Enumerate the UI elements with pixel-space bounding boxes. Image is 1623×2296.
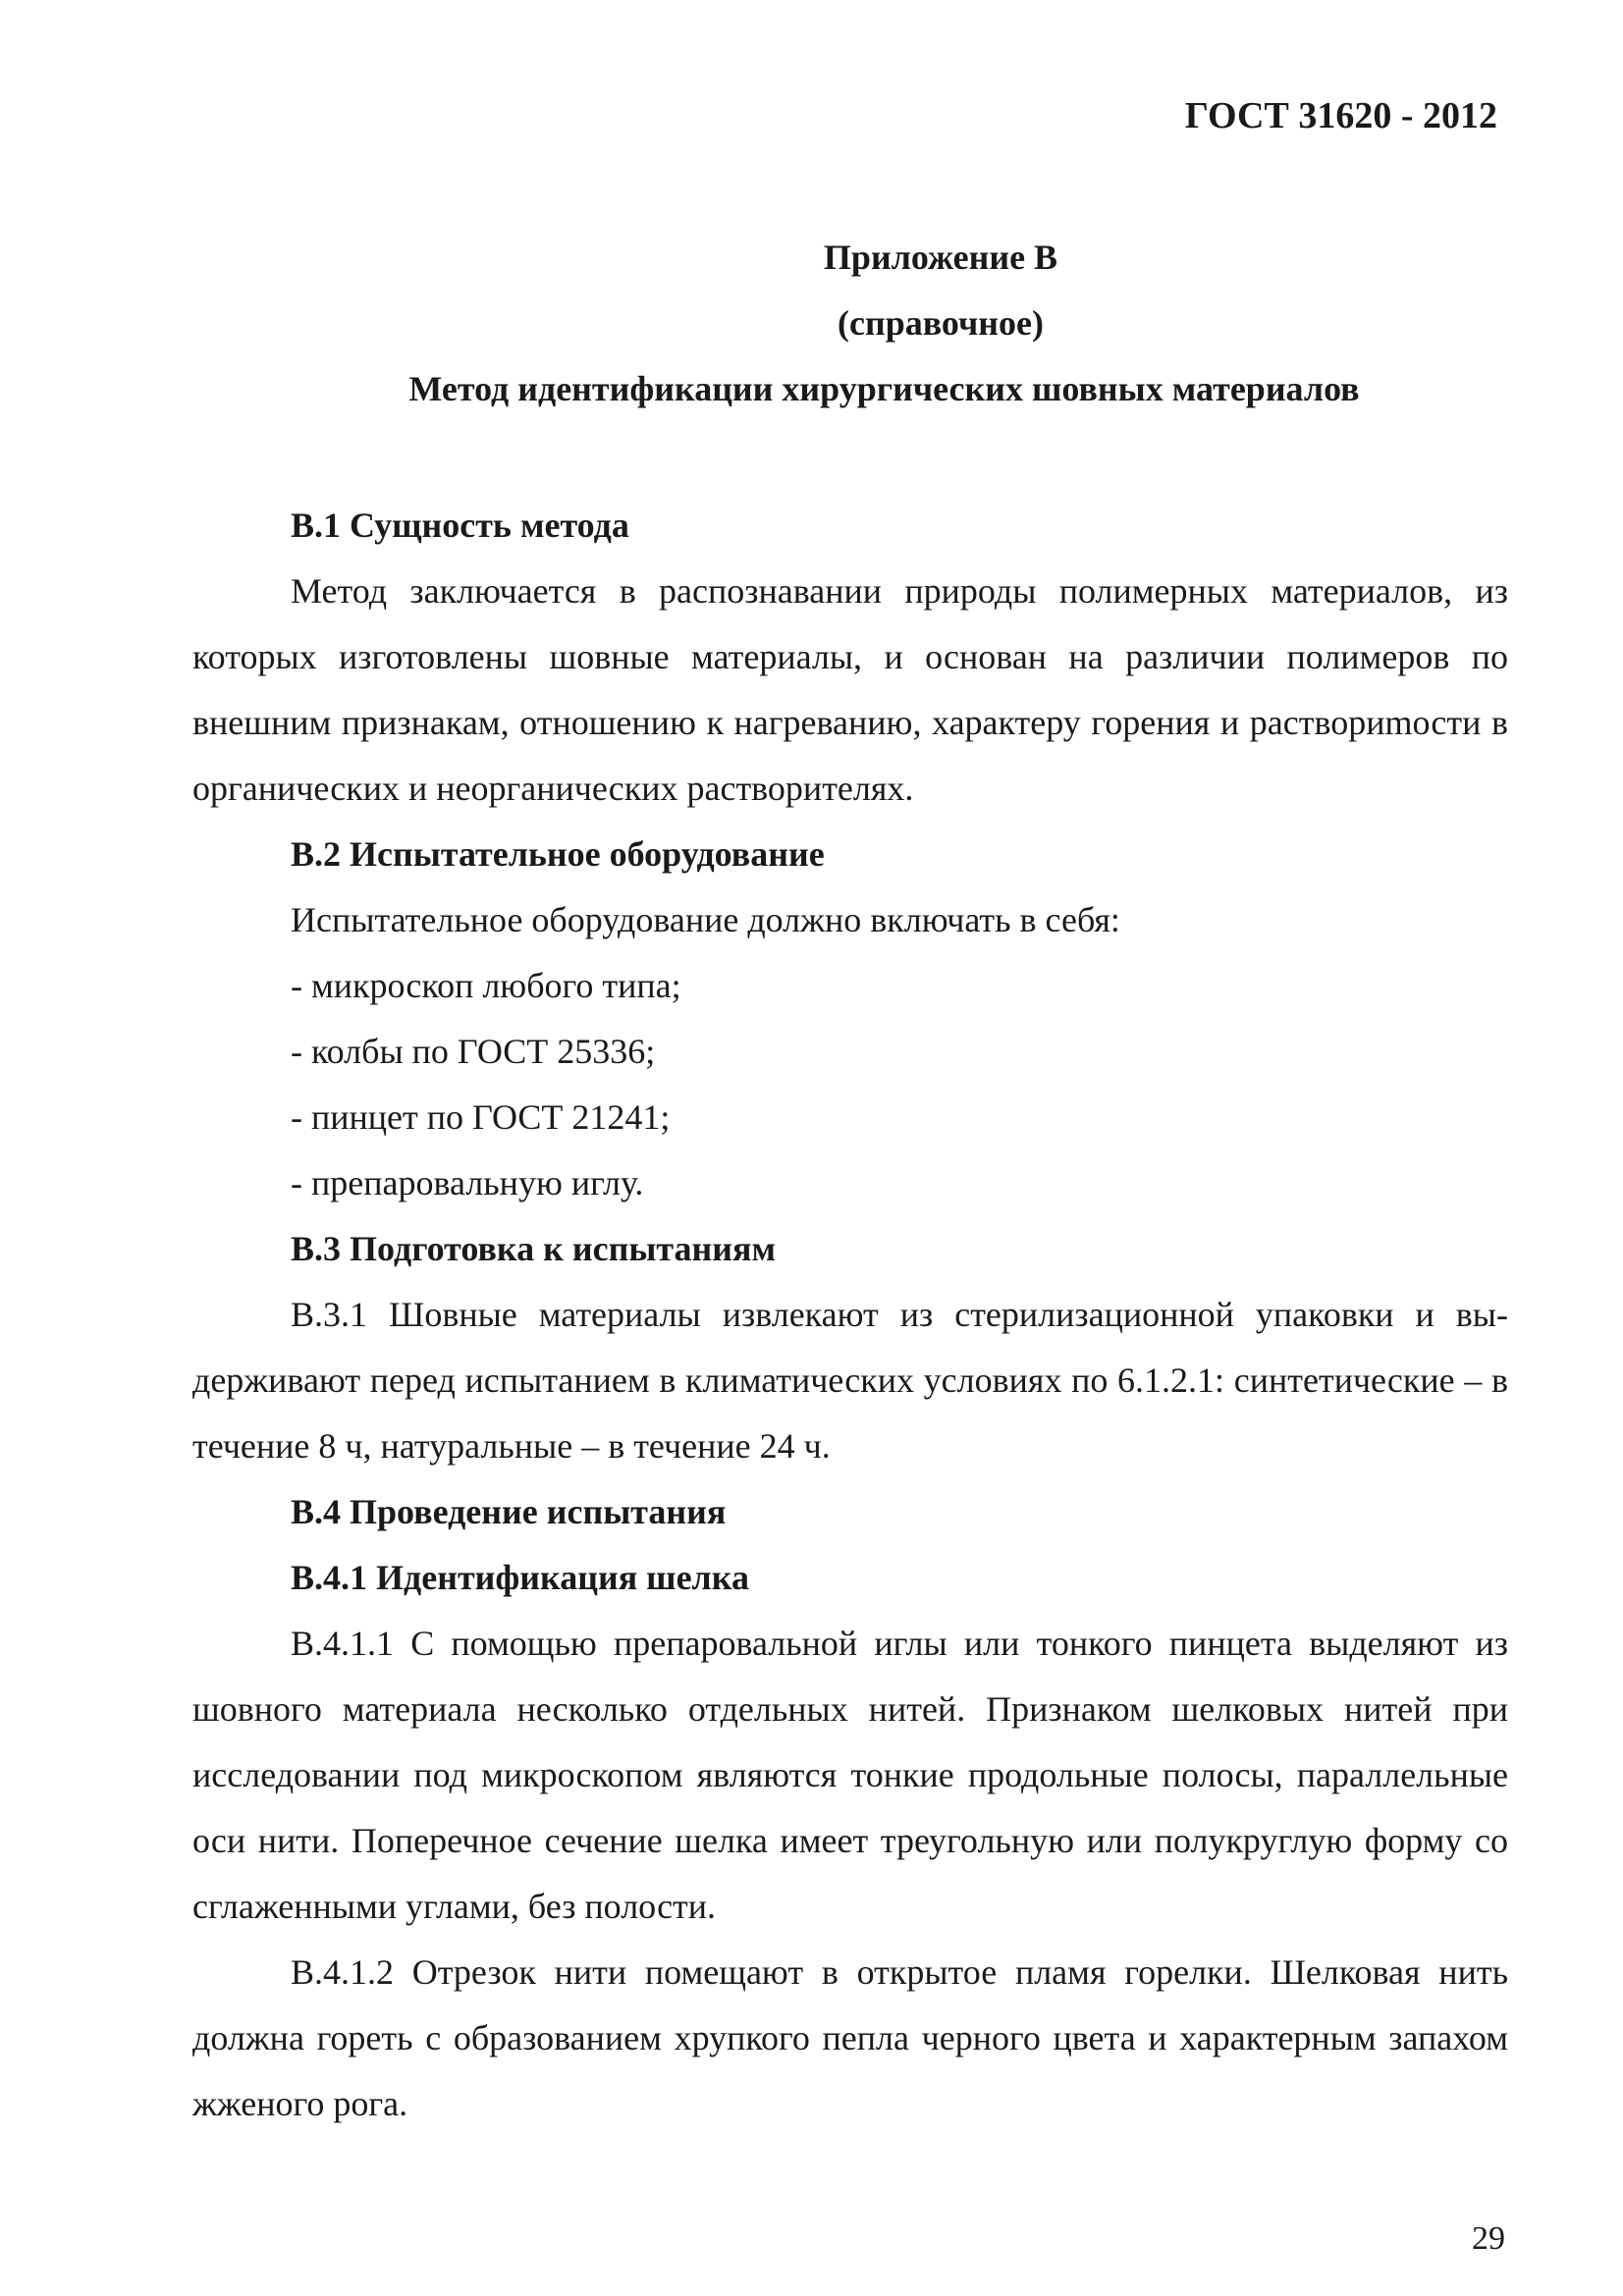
section-text-b1: Метод заключается в распознавании природы полимерных материалов, из которых изготовлены шовные материалы, и основан на различии полимеров по внешним признакам, отношению к нагреванию, характеру горения и раствориmости в органических и неорганических растворителях. <box>192 571 1508 808</box>
section-text-b411: В.4.1.1 С помощью препаровальной иглы или тонкого пинцета выделяют из шовного материала несколько отдельных нитей. Признаком шелковых нитей при исследовании под микроскопом являются тонкие продольные полосы, параллельные оси нити. Поперечное сечение шелка имеет треугольную или полукруглую форму со сглаженными углами, без полости. <box>192 1624 1508 1926</box>
section-text-b412: В.4.1.2 Отрезок нити помещают в открытое пламя горелки. Шелковая нить должна гореть с образованием хрупкого пепла черного цвета и характерным запахом жженого рога. <box>192 1952 1508 2123</box>
page-number: 29 <box>1472 2220 1505 2257</box>
section-heading-b2: В.2 Испытательное оборудование <box>291 834 825 874</box>
appendix-title-block <box>0 228 1623 425</box>
section-heading-b3: В.3 Подготовка к испытаниям <box>291 1229 777 1268</box>
section-heading-b1: В.1 Сущность метода <box>291 506 629 545</box>
section-text-b31: В.3.1 Шовные материалы извлекают из стерилизационной упаковки и выдерживают перед испытанием в климатических условиях по 6.1.2.1: синтетические – в течение 8 ч, натуральные – в течение 24 ч. <box>192 1295 1508 1466</box>
appendix-title: Метод идентификации хирургических шовных материалов <box>408 369 1360 408</box>
section-heading-b4: В.4 Проведение испытания <box>291 1492 727 1531</box>
equipment-item: - микроскоп любого типа; <box>291 966 681 1005</box>
section-heading-b41: В.4.1 Идентификация шелка <box>291 1558 749 1597</box>
equipment-item: - пинцет по ГОСТ 21241; <box>291 1097 671 1137</box>
appendix-label: Приложение В <box>823 238 1058 277</box>
document-body <box>192 493 1508 2137</box>
appendix-type: (справочное) <box>837 303 1044 343</box>
equipment-intro: Испытательное оборудование должно включать в себя: <box>291 900 1120 939</box>
equipment-item: - препаровальную иглу. <box>291 1163 644 1202</box>
equipment-item: - колбы по ГОСТ 25336; <box>291 1032 656 1071</box>
standard-code: ГОСТ 31620 - 2012 <box>1184 95 1497 136</box>
